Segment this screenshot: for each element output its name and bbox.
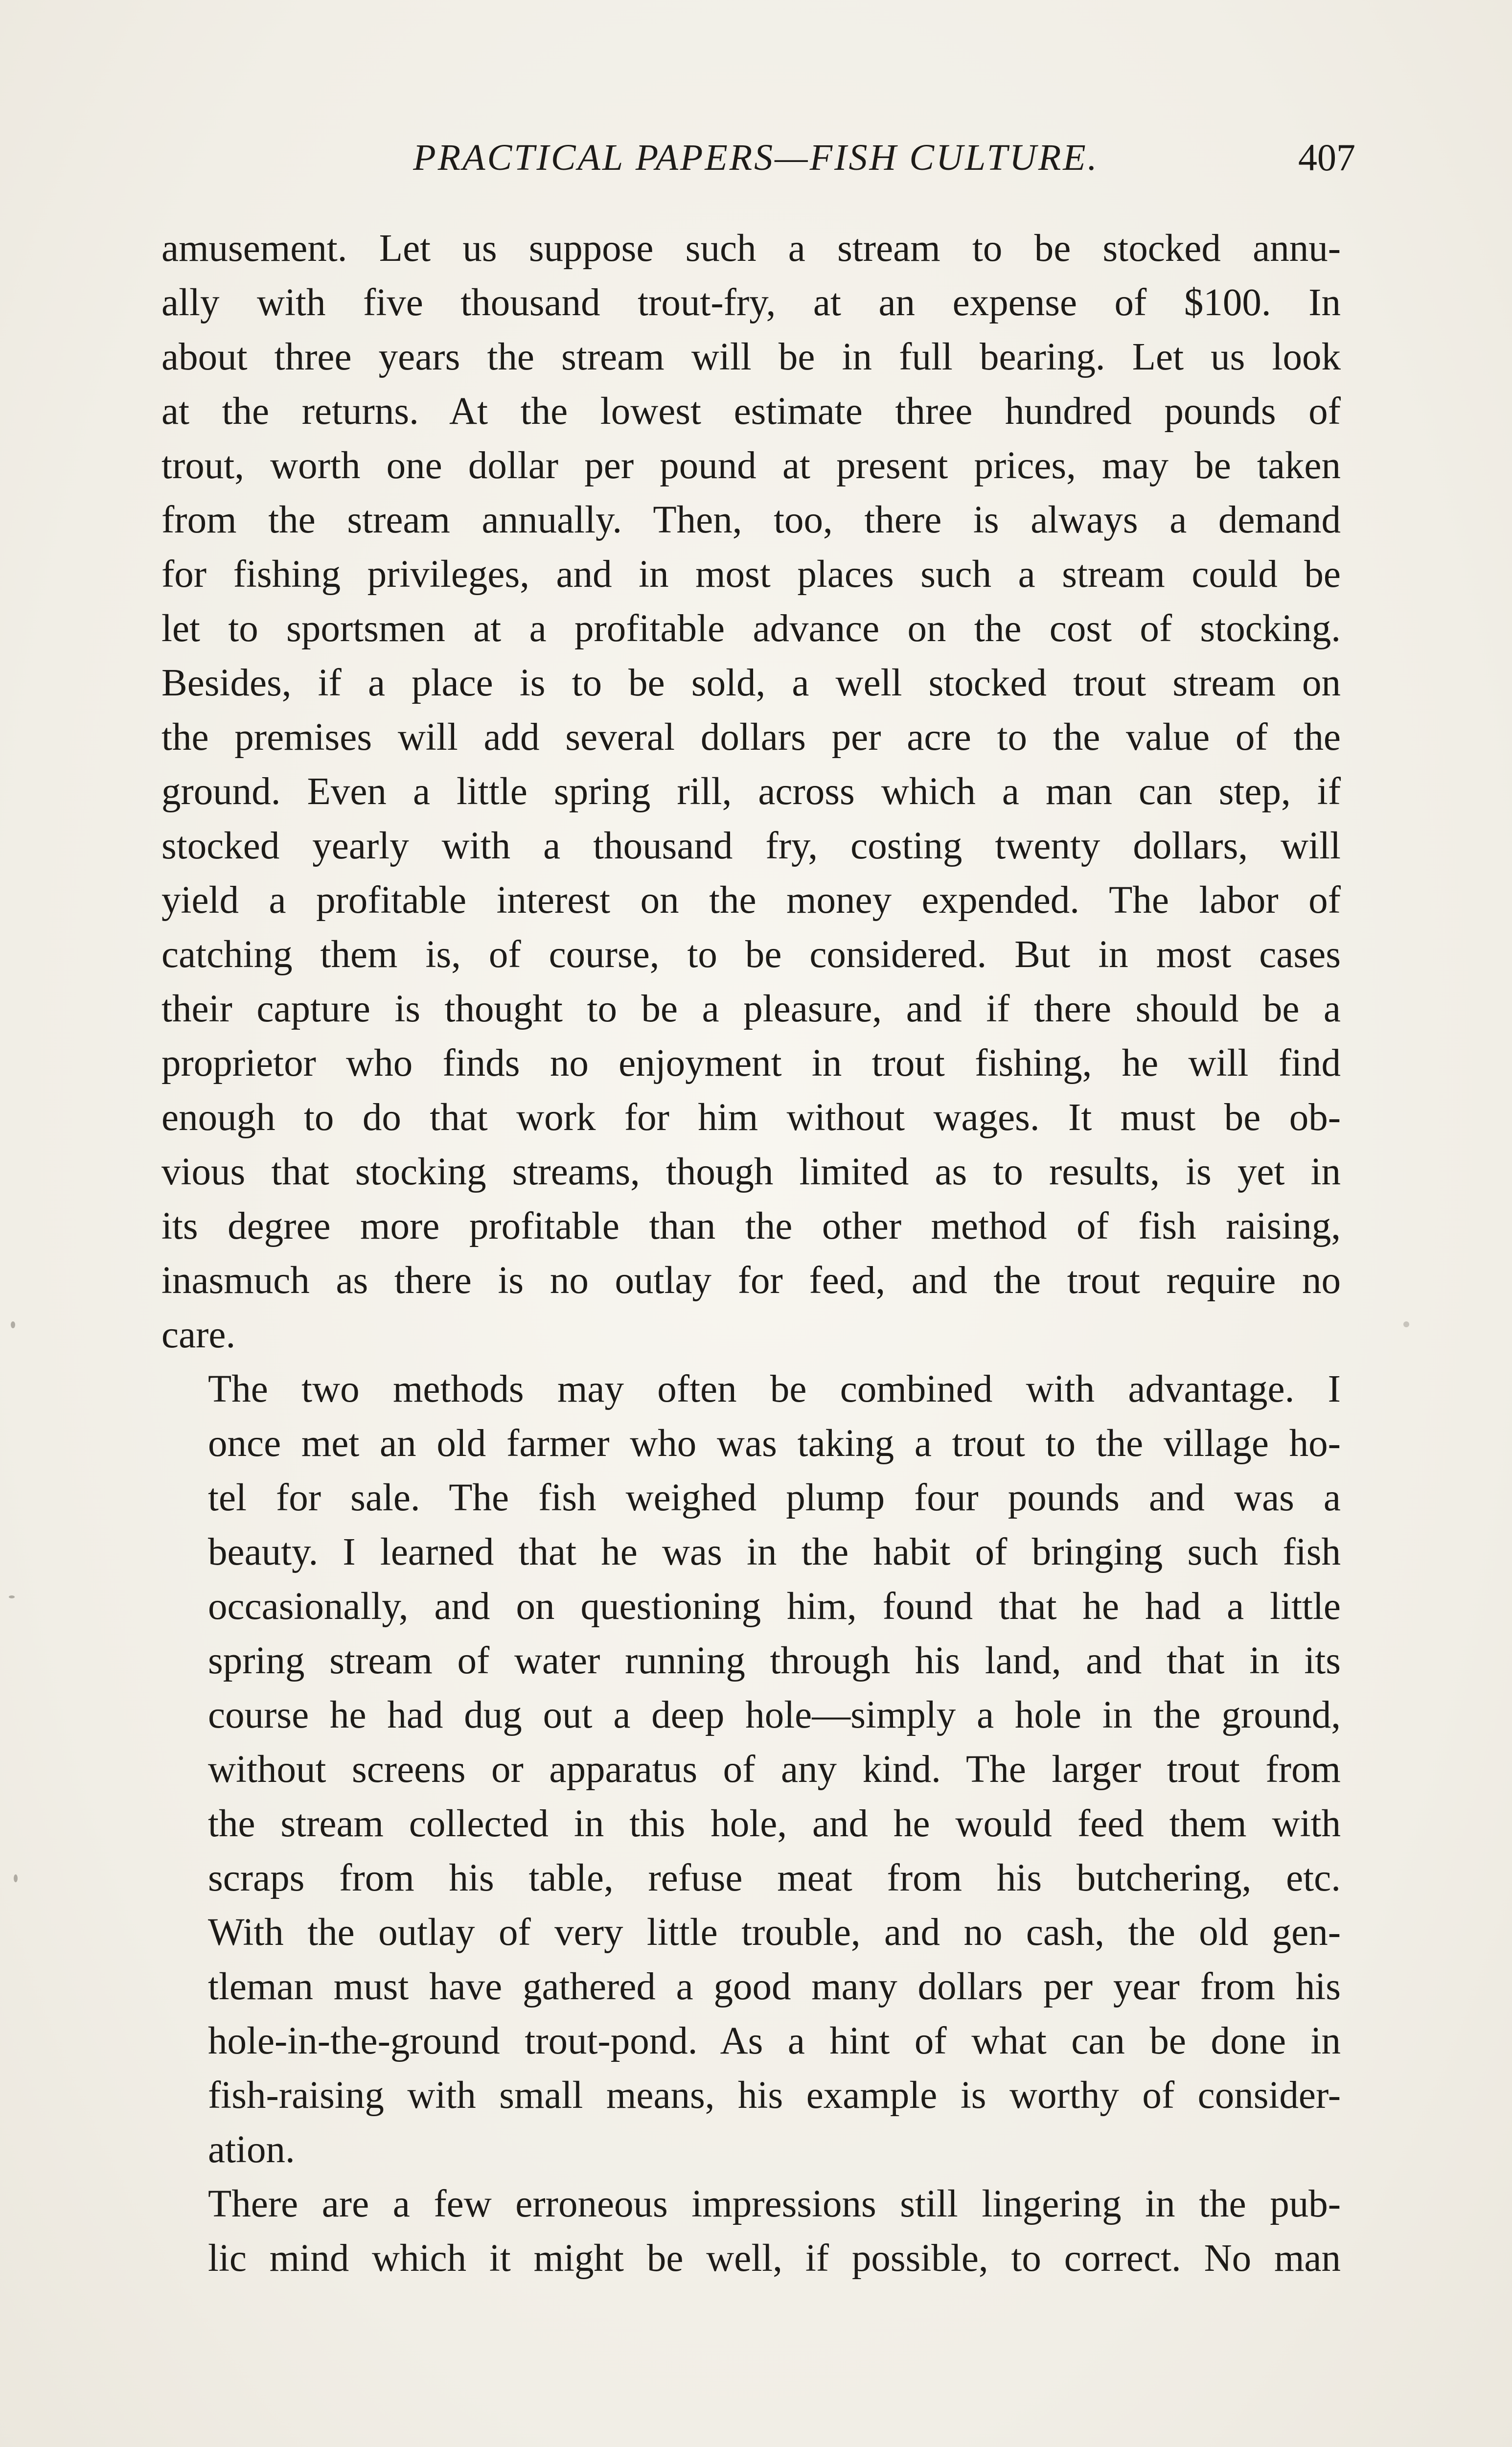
body-text	[161, 221, 1341, 2285]
text-line: without screens or apparatus of any kind. The larger trout from	[208, 1748, 1341, 1791]
text-line: inasmuch as there is no outlay for feed, and the trout require no	[161, 1259, 1341, 1302]
text-line: its degree more profitable than the other method of fish raising,	[161, 1205, 1341, 1247]
text-line: ground. Even a little spring rill, across which a man can step, if	[161, 770, 1341, 813]
text-line: the premises will add several dollars per acre to the value of the	[161, 716, 1341, 759]
text-line: hole-in-the-ground trout-pond. As a hint of what can be done in	[208, 2020, 1341, 2062]
text-line: care.	[161, 1314, 236, 1356]
text-line: The two methods may often be combined with advantage. I	[208, 1368, 1341, 1410]
text-line: stocked yearly with a thousand fry, costing twenty dollars, will	[161, 825, 1341, 867]
text-line: There are a few erroneous impressions still lingering in the pub-	[208, 2183, 1341, 2225]
text-line: for fishing privileges, and in most places such a stream could be	[161, 553, 1341, 596]
text-line: ation.	[208, 2128, 295, 2171]
paragraph-2	[161, 1362, 1341, 2177]
text-line: occasionally, and on questioning him, found that he had a little	[208, 1585, 1341, 1628]
scan-speck	[9, 1595, 15, 1598]
text-line: catching them is, of course, to be considered. But in most cases	[161, 933, 1341, 976]
paragraph-1	[161, 221, 1341, 1362]
paragraph-3	[161, 2177, 1341, 2285]
text-line: at the returns. At the lowest estimate three hundred pounds of	[161, 390, 1341, 433]
text-line: tel for sale. The fish weighed plump four pounds and was a	[208, 1477, 1341, 1519]
text-line: the stream collected in this hole, and he would feed them with	[208, 1802, 1341, 1845]
running-head: PRACTICAL PAPERS—FISH CULTURE.	[413, 137, 1099, 178]
text-line: enough to do that work for him without wages. It must be ob-	[161, 1096, 1341, 1139]
text-line: once met an old farmer who was taking a trout to the village ho-	[208, 1422, 1341, 1465]
text-line: their capture is thought to be a pleasure, and if there should be a	[161, 988, 1341, 1030]
text-line: yield a profitable interest on the money expended. The labor of	[161, 879, 1341, 922]
text-line: proprietor who finds no enjoyment in trout fishing, he will find	[161, 1042, 1341, 1085]
text-line: vious that stocking streams, though limited as to results, is yet in	[161, 1151, 1341, 1193]
page-number: 407	[1298, 136, 1355, 179]
text-line: beauty. I learned that he was in the habit of bringing such fish	[208, 1531, 1341, 1573]
scan-speck	[11, 1321, 15, 1328]
scan-speck	[1403, 1321, 1409, 1327]
text-line: tleman must have gathered a good many dollars per year from his	[208, 1965, 1341, 2008]
text-line: With the outlay of very little trouble, and no cash, the old gen-	[208, 1911, 1341, 1954]
text-line: about three years the stream will be in full bearing. Let us look	[161, 336, 1341, 378]
page-header	[157, 128, 1355, 187]
text-line: spring stream of water running through his land, and that in its	[208, 1639, 1341, 1682]
text-line: course he had dug out a deep hole—simply a hole in the ground,	[208, 1694, 1341, 1736]
text-line: Besides, if a place is to be sold, a well stocked trout stream on	[161, 662, 1341, 704]
scan-speck	[14, 1874, 18, 1882]
text-line: let to sportsmen at a profitable advance on the cost of stocking.	[161, 607, 1341, 650]
text-line: lic mind which it might be well, if possible, to correct. No man	[208, 2237, 1341, 2280]
text-line: scraps from his table, refuse meat from his butchering, etc.	[208, 1857, 1341, 1899]
text-line: from the stream annually. Then, too, there is always a demand	[161, 499, 1341, 541]
text-line: fish-raising with small means, his example is worthy of consider-	[208, 2074, 1341, 2117]
text-line: ally with five thousand trout-fry, at an expense of $100. In	[161, 281, 1341, 324]
text-line: trout, worth one dollar per pound at present prices, may be taken	[161, 444, 1341, 487]
text-line: amusement. Let us suppose such a stream to be stocked annu-	[161, 227, 1341, 270]
